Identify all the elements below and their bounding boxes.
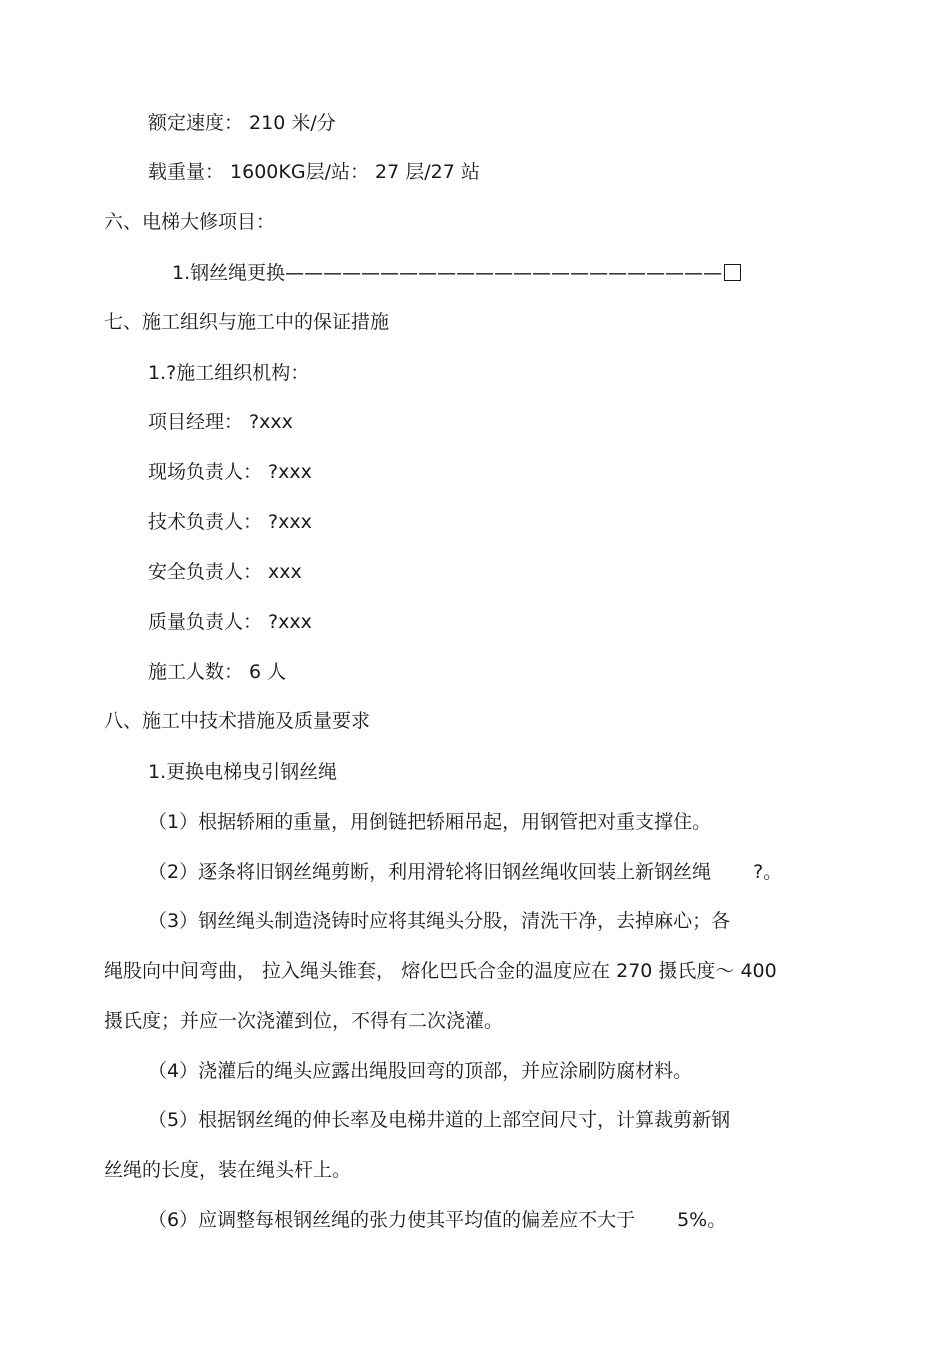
role-safety-lead: 安全负责人： xxx <box>148 561 302 583</box>
paragraph-3-line-2: 绳股向中间弯曲， 拉入绳头锥套， 熔化巴氏合金的温度应在 270 摄氏度～ 400 <box>104 960 777 982</box>
role-tech-lead: 技术负责人： ?xxx <box>148 511 312 533</box>
role-site-lead: 现场负责人： ?xxx <box>148 461 312 483</box>
paragraph-2-end: ?。 <box>753 861 783 883</box>
paragraph-3-line-3: 摄氏度；并应一次浇灌到位，不得有二次浇灌。 <box>104 1010 504 1032</box>
section-6-heading: 六、电梯大修项目： <box>104 211 276 233</box>
paragraph-2-text: （2）逐条将旧钢丝绳剪断，利用滑轮将旧钢丝绳收回装上新钢丝绳 <box>148 861 712 883</box>
checkbox-icon <box>724 264 741 281</box>
section-7-heading: 七、施工组织与施工中的保证措施 <box>104 311 390 333</box>
paragraph-5-line-2: 丝绳的长度，装在绳头杆上。 <box>104 1159 352 1181</box>
paragraph-3-line-1: （3）钢丝绳头制造浇铸时应将其绳头分股，清洗干净，去掉麻心；各 <box>148 910 731 932</box>
crew-count: 施工人数： 6 人 <box>148 661 287 683</box>
item-1-text: 1.钢丝绳更换——————————————————————— <box>172 262 723 284</box>
section-7-sub-1: 1.?施工组织机构： <box>148 362 310 384</box>
paragraph-2 <box>148 860 782 884</box>
spec-load: 载重量： 1600KG层/站： 27 层/27 站 <box>148 161 480 183</box>
paragraph-6-end: 5%。 <box>677 1209 727 1231</box>
section-6-item-1 <box>172 261 741 285</box>
role-quality-lead: 质量负责人： ?xxx <box>148 611 312 633</box>
paragraph-5-line-1: （5）根据钢丝绳的伸长率及电梯井道的上部空间尺寸，计算裁剪新钢 <box>148 1109 731 1131</box>
section-8-heading: 八、施工中技术措施及质量要求 <box>104 710 371 732</box>
paragraph-4: （4）浇灌后的绳头应露出绳股回弯的顶部，并应涂刷防腐材料。 <box>148 1060 693 1082</box>
paragraph-6 <box>148 1208 726 1232</box>
paragraph-1: （1）根据轿厢的重量，用倒链把轿厢吊起，用钢管把对重支撑住。 <box>148 811 712 833</box>
role-project-manager: 项目经理： ?xxx <box>148 411 293 433</box>
paragraph-6-text: （6）应调整每根钢丝绳的张力使其平均值的偏差应不大于 <box>148 1209 636 1231</box>
spec-speed: 额定速度： 210 米/分 <box>148 112 336 134</box>
section-8-sub-1: 1.更换电梯曳引钢丝绳 <box>148 761 338 783</box>
